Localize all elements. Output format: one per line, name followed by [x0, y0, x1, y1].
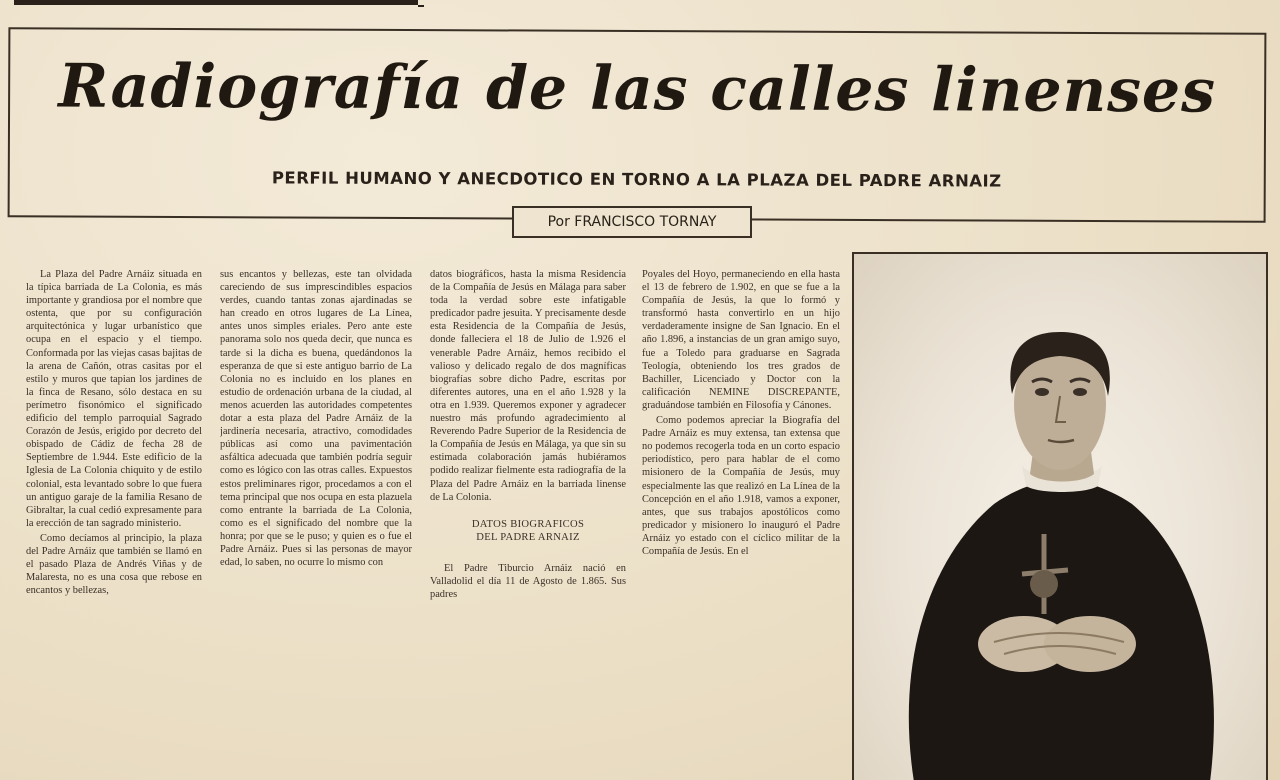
text-column-1 [26, 268, 202, 780]
text-column-4 [642, 268, 840, 780]
paragraph: Como podemos apreciar la Biografía del Padre Arnáiz es muy extensa, tan extensa que no podemos recogerla toda en un corto espacio periodístico, pero para hablar de el como misionero de la Compañía de Jesús, muy especialmente las que realizó en La Línea de la Concepción en el año 1.918, vamos a exponer, antes, que sus trabajos apostólicos como predicador y misionero lo inauguró el Padre Arnáiz yo estado con el cíclico militar de la Compañía de Jesús. En el [642, 415, 840, 557]
article-title: Radiografía de las calles linenses [58, 51, 1217, 127]
paragraph: La Plaza del Padre Arnáiz situada en la típica barriada de La Colonia, es más importante y grandiosa por el nombre que ostenta, que por su configuración arquitectónica y lugar urbanístico que ocupa en el espacio y el tiempo. Conformada por las viejas casas bajitas de la arena de Cañón, otras casitas por el estilo y muros que tapian los jardines de la finca de Resano, sólo destaca en su perímetro fisonómico el significado edificio del templo parroquial Sagrado Corazón de Jesús, erigido por decreto del obispado de Cádiz de fecha 28 de Septiembre de 1.944. Este edificio de la Iglesia de La Colonia chiquito y de estilo colonial, esta levantado sobre lo que fuera un antiguo garaje de la familia Resano de Gibraltar, la cual cedió expresamente para la erección de tan sagrado ministerio. [26, 269, 202, 529]
top-rule-tick [418, 0, 424, 7]
headline-box [8, 27, 1267, 222]
paragraph: datos biográficos, hasta la misma Residencia de la Compañía de Jesús en Málaga para saber toda la verdad sobre este infatigable predicador padre jesuita. Y precisamente desde esta Residencia de la Compañía de Jesús, donde falleciera el 18 de Julio de 1.926 el venerable Padre Arnáiz, hemos recibido el valioso y delicado regalo de dos magníficas biografías sobre dicho Padre, escritas por diferentes autores, una en el año 1.928 y la otra en 1.939. Queremos exponer y agradecer nuestro más profundo agradecimiento al Reverendo Padre Superior de la Residencia de la Compañía de Jesús en Málaga, ya que sin su estimada colaboración jamás hubiéramos podido realizar fielmente esta radiografía de la Plaza del Padre Arnáiz en la barriada linense de La Colonia. [430, 269, 626, 503]
paragraph: Poyales del Hoyo, permaneciendo en ella hasta el 13 de febrero de 1.902, en que se fue a la Compañía de Jesús, la que lo formó y transformó hasta convertirlo en un hijo verdaderamente insigne de San Ignacio. En el año 1.896, a instancias de un gran amigo suyo, fue a Toledo para graduarse en Sagrada Teología, obteniendo los tres grados de Bachiller, Licenciado y Doctor con la calificación NEMINE DISCREPANTE, graduándose también en Filosofía y Cánones. [642, 269, 840, 411]
paragraph: Como decíamos al principio, la plaza del Padre Arnáiz que también se llamó en el pasado Plaza de Andrés Viñas y de Malaresta, no es una cosa que rebose en encantos y bellezas, [26, 532, 202, 597]
byline-box [512, 206, 752, 238]
top-rule [14, 0, 418, 5]
byline-text: Por FRANCISCO TORNAY [547, 214, 717, 230]
portrait-illustration [854, 254, 1268, 780]
text-column-2 [220, 268, 412, 780]
portrait-photo [852, 252, 1268, 780]
section-heading-line: DATOS BIOGRAFICOS [471, 518, 585, 530]
text-column-3 [430, 268, 626, 780]
paragraph: El Padre Tiburcio Arnáiz nació en Valladolid el día 11 de Agosto de 1.865. Sus padres [430, 562, 626, 600]
article-subtitle: PERFIL HUMANO Y ANECDOTICO EN TORNO A LA PLAZA DEL PADRE ARNAIZ [271, 168, 1002, 191]
section-heading [430, 518, 626, 544]
paragraph: sus encantos y bellezas, este tan olvidada careciendo de sus imprescindibles espacios verdes, cuando tantas zonas ajardinadas se han creado en otros lugares de La Línea, antes unos simples eriales. Pero ante este panorama solo nos queda decir, que nunca es tarde si la dicha es buena, quedándonos la esperanza de que si este antiguo barrio de La Colonia no es incluido en los planes en estudio de ordenación urbana de la ciudad, al menos acuerden las autoridades competentes dotar a esta plaza del Padre Arnáiz de la jardinería necesaria, atractivo, comodidades públicas así como una pavimentación asfáltica adecuada que también podría seguir como es lógico con las otras calles. Expuestos estos preliminares rigor, procedamos a con el tema principal que nos ocupa en esta plazuela como entrante la barriada de La Colonia, como es el significado del nombre que la honra; por que se le puso; y quien es o fue el Padre Arnáiz. Pues si las personas de mayor edad, lo saben, no ocurre lo mismo con [220, 269, 412, 569]
section-heading-line: DEL PADRE ARNAIZ [476, 531, 580, 543]
